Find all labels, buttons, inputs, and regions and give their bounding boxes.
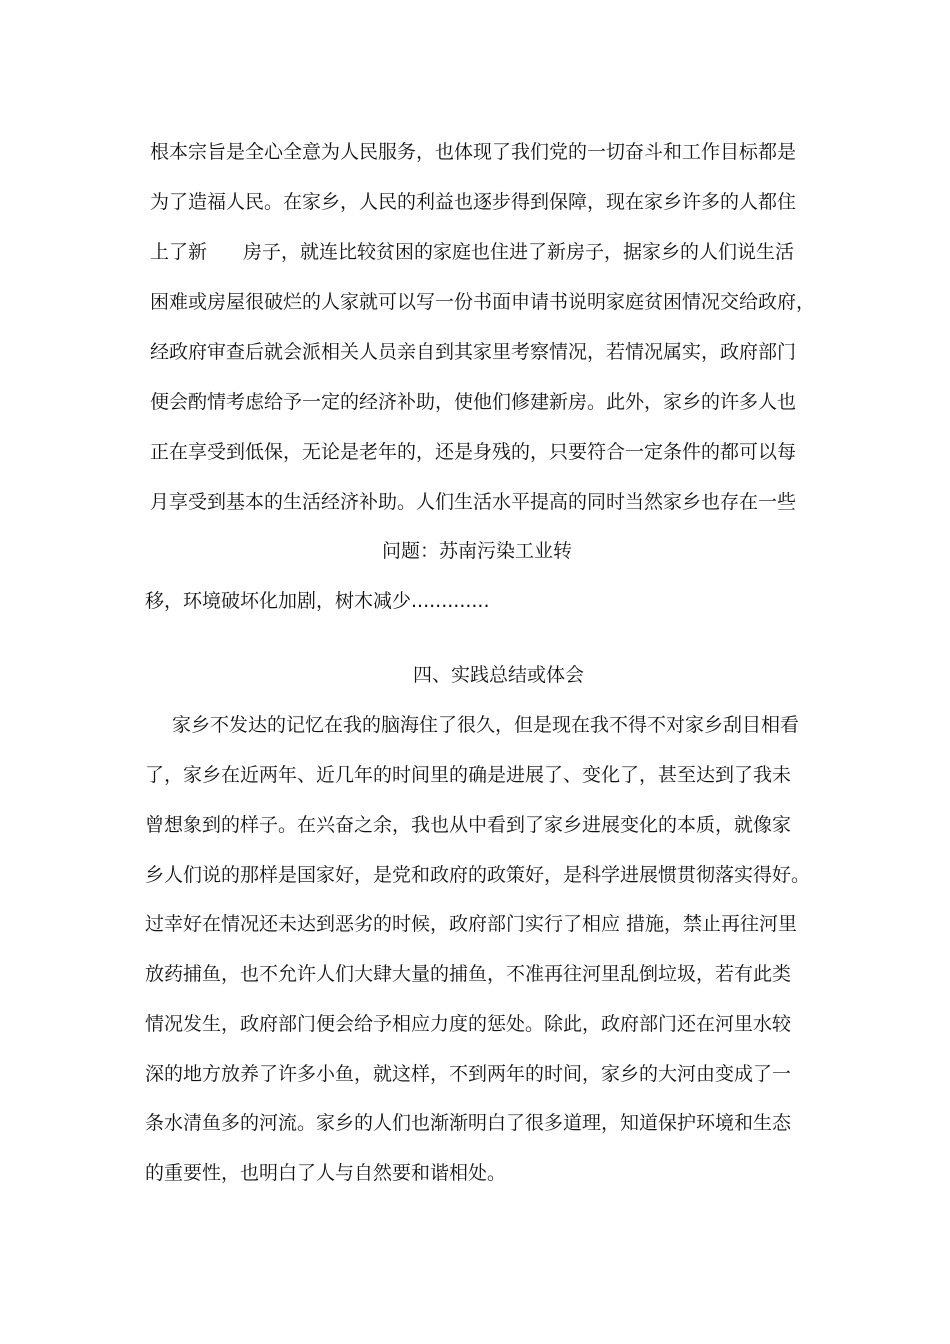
paragraph-line: 的重要性，也明白了人与自然要和谐相处。 [145,1162,507,1184]
paragraph-line: 过幸好在情况还未达到恶劣的时候，政府部门实行了相应 措施，禁止再往河里 [145,913,798,935]
paragraph-line: 便会酌情考虑给予一定的经济补助，使他们修建新房。此外，家乡的许多人也 [150,391,797,413]
paragraph-line: 困难或房屋很破烂的人家就可以写一份书面申请书说明家庭贫困情况交给政府， [150,291,816,313]
paragraph-line: 月享受到基本的生活经济补助。人们生活水平提高的同时当然家乡也存在一些 [150,491,797,513]
paragraph-line: 情况发生，政府部门便会给予相应力度的惩处。除此，政府部门还在河里水较 [145,1013,792,1035]
paragraph-line: 上了新 [150,241,208,263]
paragraph-line: 深的地方放养了许多小鱼，就这样，不到两年的时间，家乡的大河由变成了一 [145,1063,792,1085]
paragraph-line: 放药捕鱼，也不允许人们大肆大量的捕鱼，不准再往河里乱倒垃圾，若有此类 [145,963,792,985]
paragraph-line: 房子，就连比较贫困的家庭也住进了新房子，据家乡的人们说生活 [243,241,795,263]
paragraph-line: 了，家乡在近两年、近几年的时间里的确是进展了、变化了，甚至达到了我未 [145,764,792,786]
paragraph-line: 问题：苏南污染工业转 [382,540,573,562]
paragraph-line: 移，环境破坏化加剧，树木减少............. [145,590,490,612]
section-heading: 四、实践总结或体会 [413,664,585,686]
paragraph-line: 家乡不发达的记忆在我的脑海住了很久，但是现在我不得不对家乡刮目相看 [172,714,800,736]
paragraph-line: 根本宗旨是全心全意为人民服务，也体现了我们党的一切奋斗和工作目标都是 [150,141,797,163]
paragraph-line: 为了造福人民。在家乡，人民的利益也逐步得到保障，现在家乡许多的人都住 [150,191,797,213]
paragraph-line: 正在享受到低保，无论是老年的，还是身残的，只要符合一定条件的都可以每 [150,441,797,463]
paragraph-line: 经政府审查后就会派相关人员亲自到其家里考察情况，若情况属实，政府部门 [150,341,797,363]
paragraph-line: 条水清鱼多的河流。家乡的人们也渐渐明白了很多道理，知道保护环境和生态 [145,1112,792,1134]
paragraph-line: 曾想象到的样子。在兴奋之余，我也从中看到了家乡进展变化的本质，就像家 [145,814,792,836]
paragraph-line: 乡人们说的那样是国家好，是党和政府的政策好，是科学进展惯贯彻落实得好。 [145,864,811,886]
